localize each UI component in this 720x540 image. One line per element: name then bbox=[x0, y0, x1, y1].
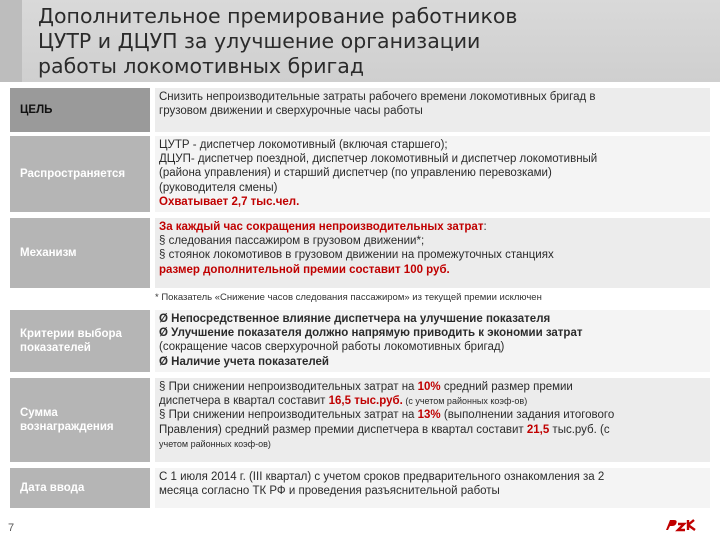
criteria-row bbox=[10, 310, 710, 372]
reward-line-3 bbox=[159, 408, 706, 422]
criteria-text bbox=[155, 310, 710, 372]
reward-l4c: тыс.руб. (с bbox=[549, 423, 610, 436]
reward-l2a: диспетчера в квартал составит bbox=[159, 395, 329, 408]
reward-percent-13: 13% bbox=[417, 409, 441, 422]
goal-row bbox=[10, 88, 710, 132]
criteria-line-3: (сокращение часов сверхурочной работы локомотивных бригад) bbox=[159, 341, 505, 354]
mechanism-line-3: § стоянок локомотивов в грузовом движении на промежуточных станциях bbox=[159, 249, 554, 262]
scope-label: Распространяется bbox=[10, 136, 150, 212]
reward-line-2 bbox=[159, 394, 706, 408]
goal-text-line-2: грузовом движении и сверхурочные часы работы bbox=[159, 105, 423, 118]
reward-label-line-2: вознаграждения bbox=[20, 421, 114, 433]
goal-label: ЦЕЛЬ bbox=[10, 88, 150, 132]
reward-row bbox=[10, 378, 710, 462]
reward-percent-10: 10% bbox=[417, 381, 441, 393]
scope-line-1: ЦУТР - диспетчер локомотивный (включая старшего); bbox=[159, 139, 448, 151]
reward-amount-16-5: 16,5 тыс.руб. bbox=[328, 395, 403, 408]
mechanism-line-2: § следования пассажиром в грузовом движении*; bbox=[159, 235, 425, 248]
reward-l1a: § При снижении непроизводительных затрат на bbox=[159, 381, 418, 393]
reward-l3c: (выполнении задания итогового bbox=[440, 409, 615, 422]
criteria-label-line-2: показателей bbox=[20, 342, 91, 354]
reward-amount-21-5: 21,5 bbox=[526, 423, 550, 436]
scope-line-2: ДЦУП- диспетчер поездной, диспетчер локомотивный и диспетчер локомотивный bbox=[159, 153, 598, 166]
scope-row bbox=[10, 136, 710, 212]
mechanism-heading-colon: : bbox=[483, 221, 487, 233]
mechanism-heading: За каждый час сокращения непроизводительных затрат bbox=[159, 221, 484, 233]
reward-l1c: средний размер премии bbox=[440, 381, 573, 393]
title-line-2: ЦУТР и ДЦУП за улучшение организации bbox=[38, 29, 481, 53]
header-accent-strip bbox=[0, 0, 22, 82]
mechanism-line-1 bbox=[159, 220, 706, 234]
criteria-label-line-1: Критерии выбора bbox=[20, 328, 122, 340]
date-row bbox=[10, 468, 710, 508]
mechanism-label: Механизм bbox=[10, 218, 150, 288]
date-text bbox=[155, 468, 710, 508]
mechanism-row bbox=[10, 218, 710, 288]
date-line-1: С 1 июля 2014 г. (III квартал) с учетом сроков предварительного ознакомления за 2 bbox=[159, 471, 605, 483]
footnote: * Показатель «Снижение часов следования пассажиром» из текущей премии исключен bbox=[155, 292, 542, 303]
reward-l2c: (с учетом районных коэф-ов) bbox=[402, 396, 528, 407]
reward-label bbox=[10, 378, 150, 462]
scope-line-3: (района управления) и старший диспетчер (по управлению перевозками) bbox=[159, 167, 552, 180]
title-line-1: Дополнительное премирование работников bbox=[38, 4, 518, 28]
date-line-2: месяца согласно ТК РФ и проведения разъяснительной работы bbox=[159, 485, 500, 498]
criteria-label bbox=[10, 310, 150, 372]
title-line-3: работы локомотивных бригад bbox=[38, 54, 365, 78]
criteria-line-2: Ø Улучшение показателя должно напрямую приводить к экономии затрат bbox=[159, 327, 583, 340]
mechanism-text bbox=[155, 218, 710, 288]
rzd-logo-icon bbox=[664, 516, 704, 534]
reward-line-1 bbox=[159, 380, 706, 394]
goal-text-line-1: Снизить непроизводительные затраты рабочего времени локомотивных бригад в bbox=[159, 91, 596, 103]
criteria-line-4: Ø Наличие учета показателей bbox=[159, 355, 329, 368]
reward-line-4 bbox=[159, 423, 706, 437]
criteria-line-1: Ø Непосредственное влияние диспетчера на улучшение показателя bbox=[159, 313, 551, 325]
reward-text bbox=[155, 378, 710, 462]
mechanism-premium: размер дополнительной премии составит 100 руб. bbox=[159, 263, 450, 276]
page-title bbox=[38, 4, 638, 79]
reward-l3a: § При снижении непроизводительных затрат на bbox=[159, 409, 418, 422]
goal-text bbox=[155, 88, 710, 132]
scope-coverage: Охватывает 2,7 тыс.чел. bbox=[159, 195, 300, 208]
date-label: Дата ввода bbox=[10, 468, 150, 508]
reward-l4a: Правления) средний размер премии диспетчера в квартал составит bbox=[159, 423, 527, 436]
scope-text bbox=[155, 136, 710, 212]
reward-line-5: учетом районных коэф-ов) bbox=[159, 438, 271, 449]
reward-label-line-1: Сумма bbox=[20, 407, 58, 419]
scope-line-4: (руководителя смены) bbox=[159, 181, 278, 194]
page-number: 7 bbox=[8, 522, 15, 534]
